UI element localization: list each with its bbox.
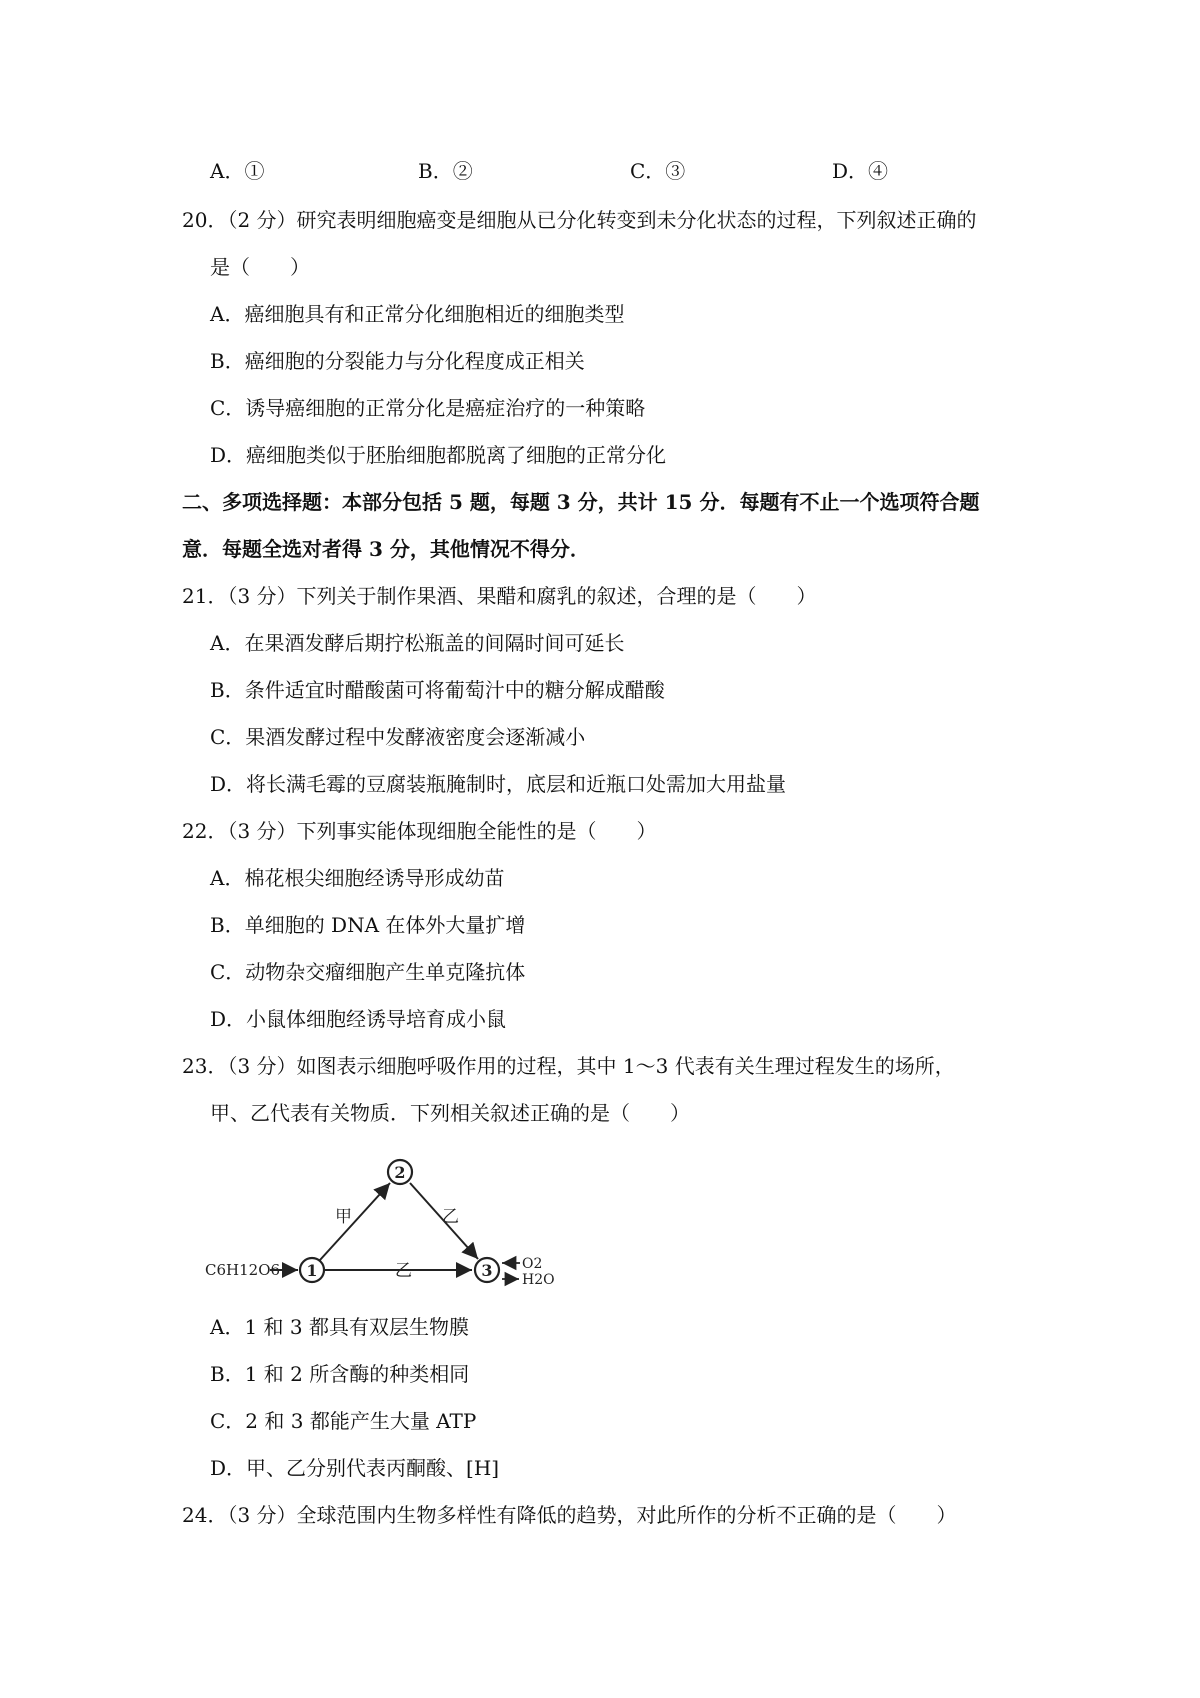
q20-option-c: C．诱导癌细胞的正常分化是癌症治疗的一种策略 xyxy=(210,396,646,420)
q20-stem-line1: 20．（2 分）研究表明细胞癌变是细胞从已分化转变到未分化状态的过程，下列叙述正确的 xyxy=(182,208,977,232)
respiration-diagram xyxy=(205,1148,565,1298)
q21-option-c: C．果酒发酵过程中发酵液密度会逐渐减小 xyxy=(210,725,586,749)
q20-option-b: B．癌细胞的分裂能力与分化程度成正相关 xyxy=(210,349,585,373)
o2-label: O2 xyxy=(522,1256,543,1272)
q23-stem-line1: 23．（3 分）如图表示细胞呼吸作用的过程，其中 1～3 代表有关生理过程发生的场所， xyxy=(182,1054,955,1078)
q23-option-a: A．1 和 3 都具有双层生物膜 xyxy=(210,1315,469,1339)
section2-heading-line2: 意．每题全选对者得 3 分，其他情况不得分． xyxy=(182,537,590,561)
q20-stem-line2: 是（ ） xyxy=(210,255,310,279)
q21-option-b: B．条件适宜时醋酸菌可将葡萄汁中的糖分解成醋酸 xyxy=(210,678,665,702)
q19-options xyxy=(0,157,1200,185)
q21-stem: 21．（3 分）下列关于制作果酒、果醋和腐乳的叙述，合理的是（ ） xyxy=(182,584,817,608)
q19-option-a: A．① xyxy=(210,159,265,183)
q22-option-b: B．单细胞的 DNA 在体外大量扩增 xyxy=(210,913,526,937)
q20-option-d: D．癌细胞类似于胚胎细胞都脱离了细胞的正常分化 xyxy=(210,443,667,467)
q22-option-d: D．小鼠体细胞经诱导培育成小鼠 xyxy=(210,1007,507,1031)
label-yi-top: 乙 xyxy=(442,1207,459,1227)
node-3-label: 3 xyxy=(481,1261,493,1280)
q19-option-d: D．④ xyxy=(832,159,889,183)
q23-option-b: B．1 和 2 所含酶的种类相同 xyxy=(210,1362,470,1386)
q23-option-c: C．2 和 3 都能产生大量 ATP xyxy=(210,1409,477,1433)
q22-stem: 22．（3 分）下列事实能体现细胞全能性的是（ ） xyxy=(182,819,657,843)
section2-heading-line1: 二、多项选择题：本部分包括 5 题，每题 3 分，共计 15 分．每题有不止一个选项符合题 xyxy=(182,490,980,514)
q21-option-a: A．在果酒发酵后期拧松瓶盖的间隔时间可延长 xyxy=(210,631,625,655)
arrow-1-to-2 xyxy=(320,1183,390,1260)
label-yi-bottom: 乙 xyxy=(395,1261,412,1281)
q22-option-c: C．动物杂交瘤细胞产生单克隆抗体 xyxy=(210,960,526,984)
label-jia: 甲 xyxy=(335,1207,352,1227)
q24-stem: 24．（3 分）全球范围内生物多样性有降低的趋势，对此所作的分析不正确的是（ ） xyxy=(182,1503,957,1527)
q23-stem-line2: 甲、乙代表有关物质．下列相关叙述正确的是（ ） xyxy=(210,1101,690,1125)
q19-option-b: B．② xyxy=(418,159,473,183)
node-1-label: 1 xyxy=(306,1261,318,1280)
h2o-label: H2O xyxy=(522,1272,555,1288)
substrate-label: C6H12O6 xyxy=(205,1261,281,1279)
node-2-label: 2 xyxy=(394,1163,406,1182)
q21-option-d: D．将长满毛霉的豆腐装瓶腌制时，底层和近瓶口处需加大用盐量 xyxy=(210,772,787,796)
q20-option-a: A．癌细胞具有和正常分化细胞相近的细胞类型 xyxy=(210,302,625,326)
q19-option-c: C．③ xyxy=(630,159,686,183)
q22-option-a: A．棉花根尖细胞经诱导形成幼苗 xyxy=(210,866,505,890)
q23-option-d: D．甲、乙分别代表丙酮酸、[H] xyxy=(210,1456,500,1480)
